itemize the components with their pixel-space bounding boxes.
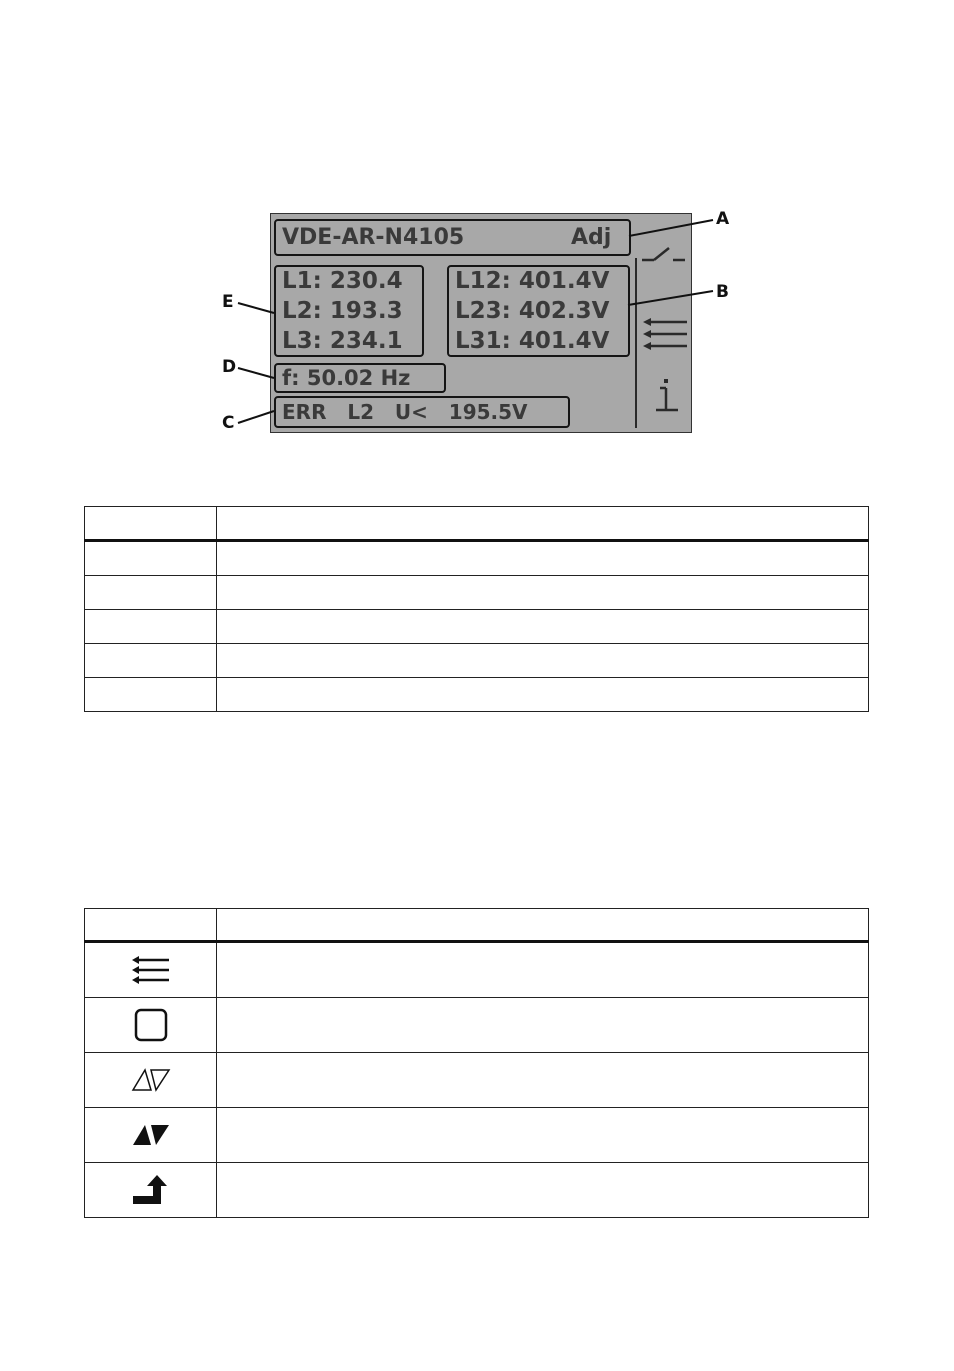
filled-triangles-icon bbox=[131, 1122, 171, 1148]
callout-d: D bbox=[222, 357, 237, 377]
square-button-icon bbox=[133, 1008, 169, 1042]
table-row bbox=[85, 541, 869, 576]
error-message: ERR L2 U< 195.5V bbox=[282, 400, 528, 424]
table-row bbox=[85, 610, 869, 644]
line-voltage-l31: L31: 401.4V bbox=[455, 328, 610, 354]
table-row bbox=[85, 576, 869, 610]
line-voltage-l23: L23: 402.3V bbox=[455, 298, 610, 324]
table-header bbox=[85, 909, 869, 942]
table-row bbox=[85, 998, 869, 1053]
menu-arrows-icon bbox=[131, 955, 171, 985]
outline-triangles-icon bbox=[131, 1067, 171, 1093]
frequency-value: f: 50.02 Hz bbox=[282, 366, 411, 390]
phase-voltage-l1: L1: 230.4 bbox=[282, 268, 403, 294]
callout-lines bbox=[0, 0, 954, 460]
table-row bbox=[85, 1053, 869, 1108]
table-row bbox=[85, 1163, 869, 1218]
display-adj: Adj bbox=[571, 225, 612, 250]
button-legend-table bbox=[84, 908, 869, 1218]
phase-voltage-l2: L2: 193.3 bbox=[282, 298, 403, 324]
callout-c: C bbox=[222, 413, 235, 433]
table-row bbox=[85, 1108, 869, 1163]
enter-arrow-icon bbox=[131, 1174, 171, 1206]
table-row bbox=[85, 678, 869, 712]
callout-e: E bbox=[222, 292, 234, 312]
callout-b: B bbox=[716, 282, 729, 302]
table-row bbox=[85, 942, 869, 998]
line-voltage-l12: L12: 401.4V bbox=[455, 268, 610, 294]
display-legend-table bbox=[84, 506, 869, 712]
display-title: VDE-AR-N4105 bbox=[282, 225, 465, 250]
table-row bbox=[85, 644, 869, 678]
callout-a: A bbox=[716, 209, 730, 229]
phase-voltage-l3: L3: 234.1 bbox=[282, 328, 403, 354]
table-header bbox=[85, 507, 869, 541]
